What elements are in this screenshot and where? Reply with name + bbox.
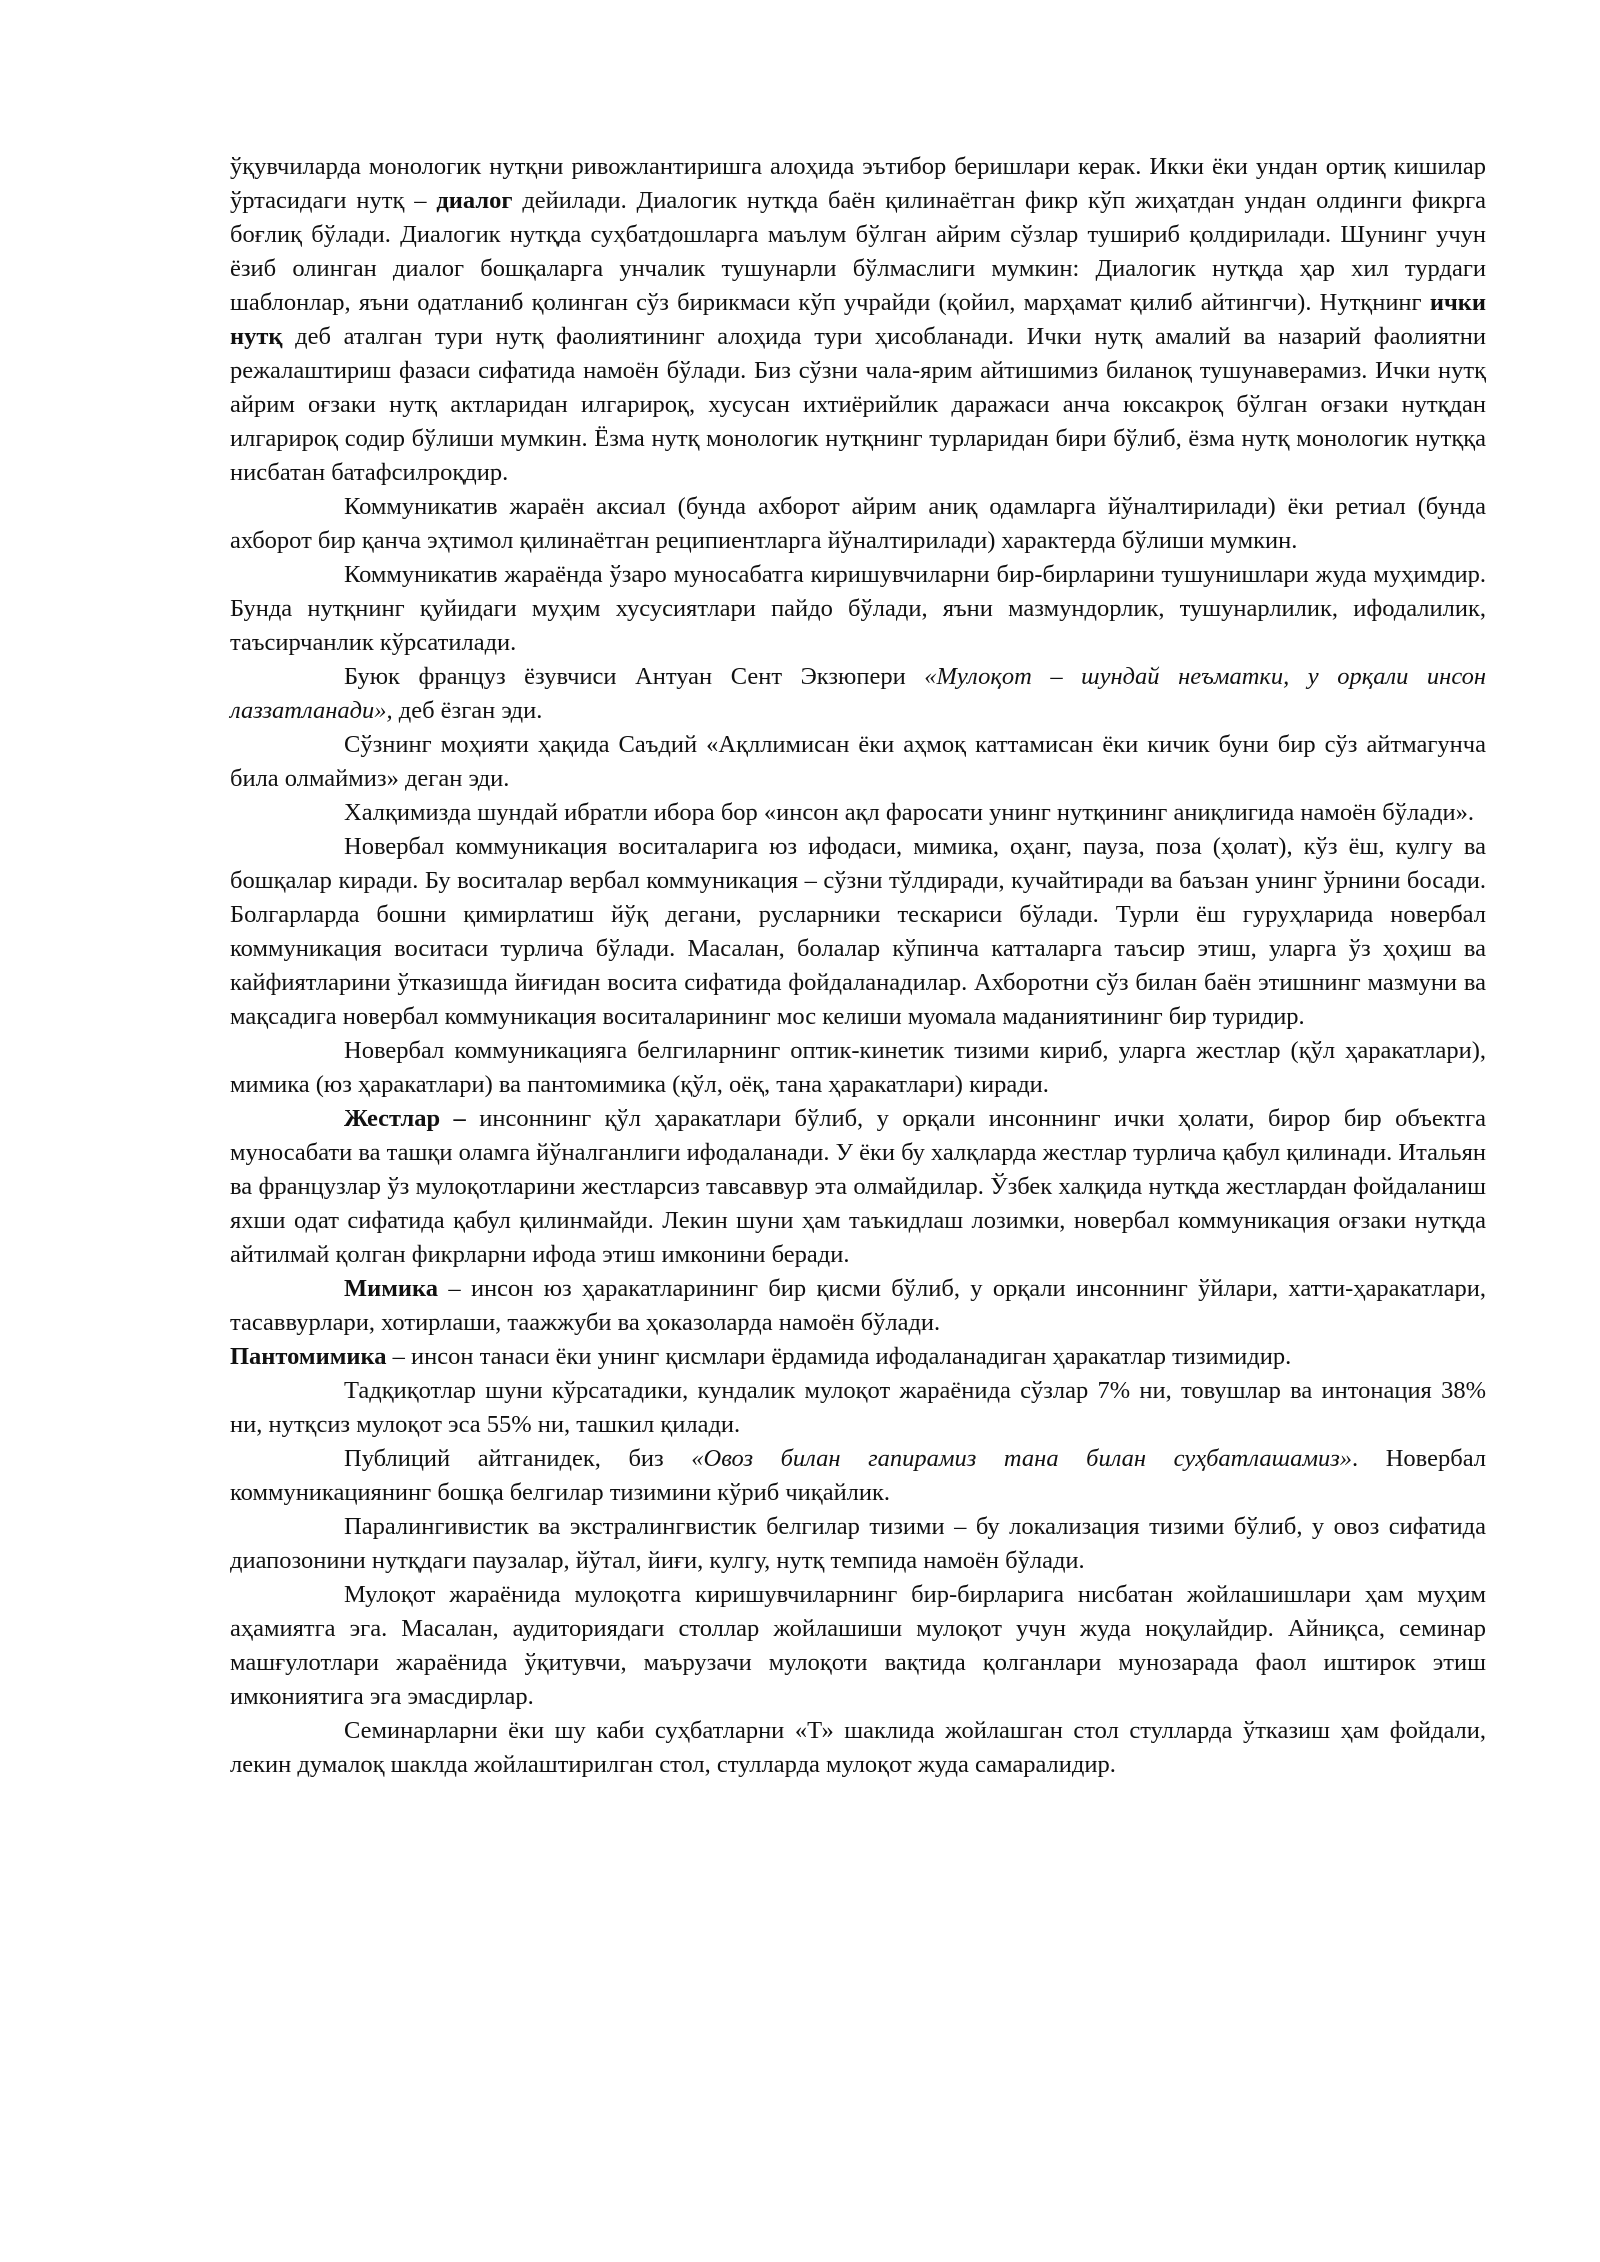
text-run: – инсон юз ҳаракатларининг бир қисми бўлиб, у орқали инсоннинг ўйлари, хатти-ҳаракатлари, тасаввурлари, хотирлаши, таажжуби ва ҳоказоларда намоён бўлади.: [230, 1275, 1486, 1336]
paragraph: [230, 1374, 1486, 1442]
text-run: Сўзнинг моҳияти ҳақида Саъдий «Ақллимисан ёки аҳмоқ каттамисан ёки кичик буни бир сўз айтмагунча била олмаймиз» деган эди.: [230, 731, 1486, 792]
paragraph: [230, 1442, 1486, 1510]
bold-term: Жестлар –: [344, 1105, 466, 1132]
text-run: Новербал коммуникацияга белгиларнинг оптик-кинетик тизими кириб, уларга жестлар (қўл ҳаракатлари), мимика (юз ҳаракатлари) ва пантомимика (қўл, оёқ, тана ҳаракатлари) киради.: [230, 1037, 1486, 1098]
text-run: Тадқиқотлар шуни кўрсатадики, кундалик мулоқот жараёнида сўзлар 7% ни, товушлар ва интонация 38% ни, нутқсиз мулоқот эса 55% ни, ташкил қилади.: [230, 1377, 1486, 1438]
text-run: Буюк француз ёзувчиси Антуан Сент Экзюпери: [344, 663, 925, 690]
paragraph: [230, 150, 1486, 490]
paragraph: [230, 1510, 1486, 1578]
paragraph: [230, 796, 1486, 830]
text-run: Коммуникатив жараён аксиал (бунда ахборот айрим аниқ одамларга йўналтирилади) ёки ретиал (бунда ахборот бир қанча эҳтимол қилинаётган реципиентларга йўналтирилади) характерда бўлиши мумкин.: [230, 493, 1486, 554]
text-run: ўқувчиларда монологик нутқни ривожлантиришга алоҳида эътибор беришлари керак. Икки ёки ундан ортиқ кишилар ўртасидаги нутқ –: [230, 153, 1486, 214]
paragraph: [230, 1272, 1486, 1340]
paragraph: [230, 1340, 1486, 1374]
paragraph: [230, 1102, 1486, 1272]
text-run: Халқимизда шундай ибратли ибора бор «инсон ақл фаросати унинг нутқининг аниқлигида намоён бўлади».: [344, 799, 1475, 826]
text-run: Паралингивистик ва экстралингвистик белгилар тизими – бу локализация тизими бўлиб, у овоз сифатида диапозонини нутқдаги паузалар, йўтал, йиғи, кулгу, нутқ темпида намоён бўлади.: [230, 1513, 1486, 1574]
paragraph: [230, 660, 1486, 728]
bold-term: Пантомимика: [230, 1343, 387, 1370]
text-run: – инсон танаси ёки унинг қисмлари ёрдамида ифодаланадиган ҳаракатлар тизимидир.: [386, 1343, 1292, 1370]
paragraph: [230, 1578, 1486, 1714]
text-run: деб аталган тури нутқ фаолиятининг алоҳида тури ҳисобланади. Ички нутқ амалий ва назарий фаолиятни режалаштириш фазаси сифатида намоён бўлади. Биз сўзни чала-ярим айтишимиз биланоқ тушунаверамиз. Ички нутқ айрим оғзаки нутқ актларидан илгарироқ, хусусан ихтиёрийлик даражаси анча юксакроқ бўлган оғзаки нутқдан илгарироқ содир бўлиши мумкин. Ёзма нутқ монологик нутқнинг турларидан бири бўлиб, ёзма нутқ монологик нутққа нисбатан батафсилроқдир.: [230, 323, 1486, 486]
text-run: инсоннинг қўл ҳаракатлари бўлиб, у орқали инсоннинг ички ҳолати, бирор бир объектга муносабати ва ташқи оламга йўналганлиги ифодаланади. У ёки бу халқларда жестлар турлича қабул қилинади. Итальян ва французлар ўз мулоқотларини жестларсиз тавсаввур эта олмайдилар. Ўзбек халқида нутқда жестлардан фойдаланиш яхши одат сифатида қабул қилинмайди. Лекин шуни ҳам таъкидлаш лозимки, новербал коммуникация оғзаки нутқда айтилмай қолган фикрларни ифода этиш имконини беради.: [230, 1105, 1486, 1268]
paragraph: [230, 1034, 1486, 1102]
text-run: деб ёзган эди.: [392, 697, 543, 724]
text-run: . Новербал коммуникациянинг бошқа белгилар тизимини кўриб чиқайлик.: [230, 1445, 1487, 1506]
italic-quote: «Мулоқот – шундай неъматки, у орқали инсон лаззатланади»,: [230, 663, 1486, 724]
text-run: Семинарларни ёки шу каби суҳбатларни «Т» шаклида жойлашган стол стулларда ўтказиш ҳам фойдали, лекин думалоқ шаклда жойлаштирилган стол, стулларда мулоқот жуда самаралидир.: [230, 1717, 1486, 1778]
bold-term: диалог: [436, 187, 513, 214]
text-run: Публиций айтганидек, биз: [344, 1445, 692, 1472]
italic-quote: «Овоз билан гапирамиз тана билан суҳбатлашамиз»: [691, 1445, 1353, 1472]
text-run: Новербал коммуникация воситаларига юз ифодаси, мимика, оҳанг, пауза, поза (ҳолат), кўз ёш, кулгу ва бошқалар киради. Бу воситалар вербал коммуникация – сўзни тўлдиради, кучайтиради ва баъзан унинг ўрнини босади. Болгарларда бошни қимирлатиш йўқ дегани, русларники тескариси бўлади. Турли ёш гуруҳларида новербал коммуникация воситаси турлича бўлади. Масалан, болалар кўпинча катталарга таъсир этиш, уларга ўз ҳоҳиш ва кайфиятларини ўтказишда йиғидан восита сифатида фойдаланадилар. Ахборотни сўз билан баён этишнинг мазмуни ва мақсадига новербал коммуникация воситаларининг мос келиши муомала маданиятининг бир туридир.: [230, 833, 1486, 1030]
paragraph: [230, 830, 1486, 1034]
text-run: Мулоқот жараёнида мулоқотга киришувчиларнинг бир-бирларига нисбатан жойлашишлари ҳам муҳим аҳамиятга эга. Масалан, аудиториядаги столлар жойлашиши мулоқот учун жуда ноқулайдир. Айниқса, семинар машғулотлари жараёнида ўқитувчи, маърузачи мулоқоти вақтида қолганлари мунозарада фаол иштирок этиш имкониятига эга эмасдирлар.: [230, 1581, 1486, 1710]
paragraph: [230, 558, 1486, 660]
paragraph: [230, 1714, 1486, 1782]
bold-term: Мимика: [344, 1275, 439, 1302]
bold-term: ички нутқ: [230, 289, 1486, 350]
paragraph: [230, 490, 1486, 558]
paragraph: [230, 728, 1486, 796]
document-page: [230, 150, 1486, 1782]
text-run: Коммуникатив жараёнда ўзаро муносабатга киришувчиларни бир-бирларини тушунишлари жуда муҳимдир. Бунда нутқнинг қуйидаги муҳим хусусиятлари пайдо бўлади, яъни мазмундорлик, тушунарлилик, ифодалилик, таъсирчанлик кўрсатилади.: [230, 561, 1486, 656]
text-run: дейилади. Диалогик нутқда баён қилинаётган фикр кўп жиҳатдан ундан олдинги фикрга боғлиқ бўлади. Диалогик нутқда суҳбатдошларга маълум бўлган айрим сўзлар тушириб қолдирилади. Шунинг учун ёзиб олинган диалог бошқаларга унчалик тушунарли бўлмаслиги мумкин: Диалогик нутқда ҳар хил турдаги шаблонлар, яъни одатланиб қолинган сўз бирикмаси кўп учрайди (қойил, марҳамат қилиб айтингчи). Нутқнинг: [230, 187, 1486, 316]
